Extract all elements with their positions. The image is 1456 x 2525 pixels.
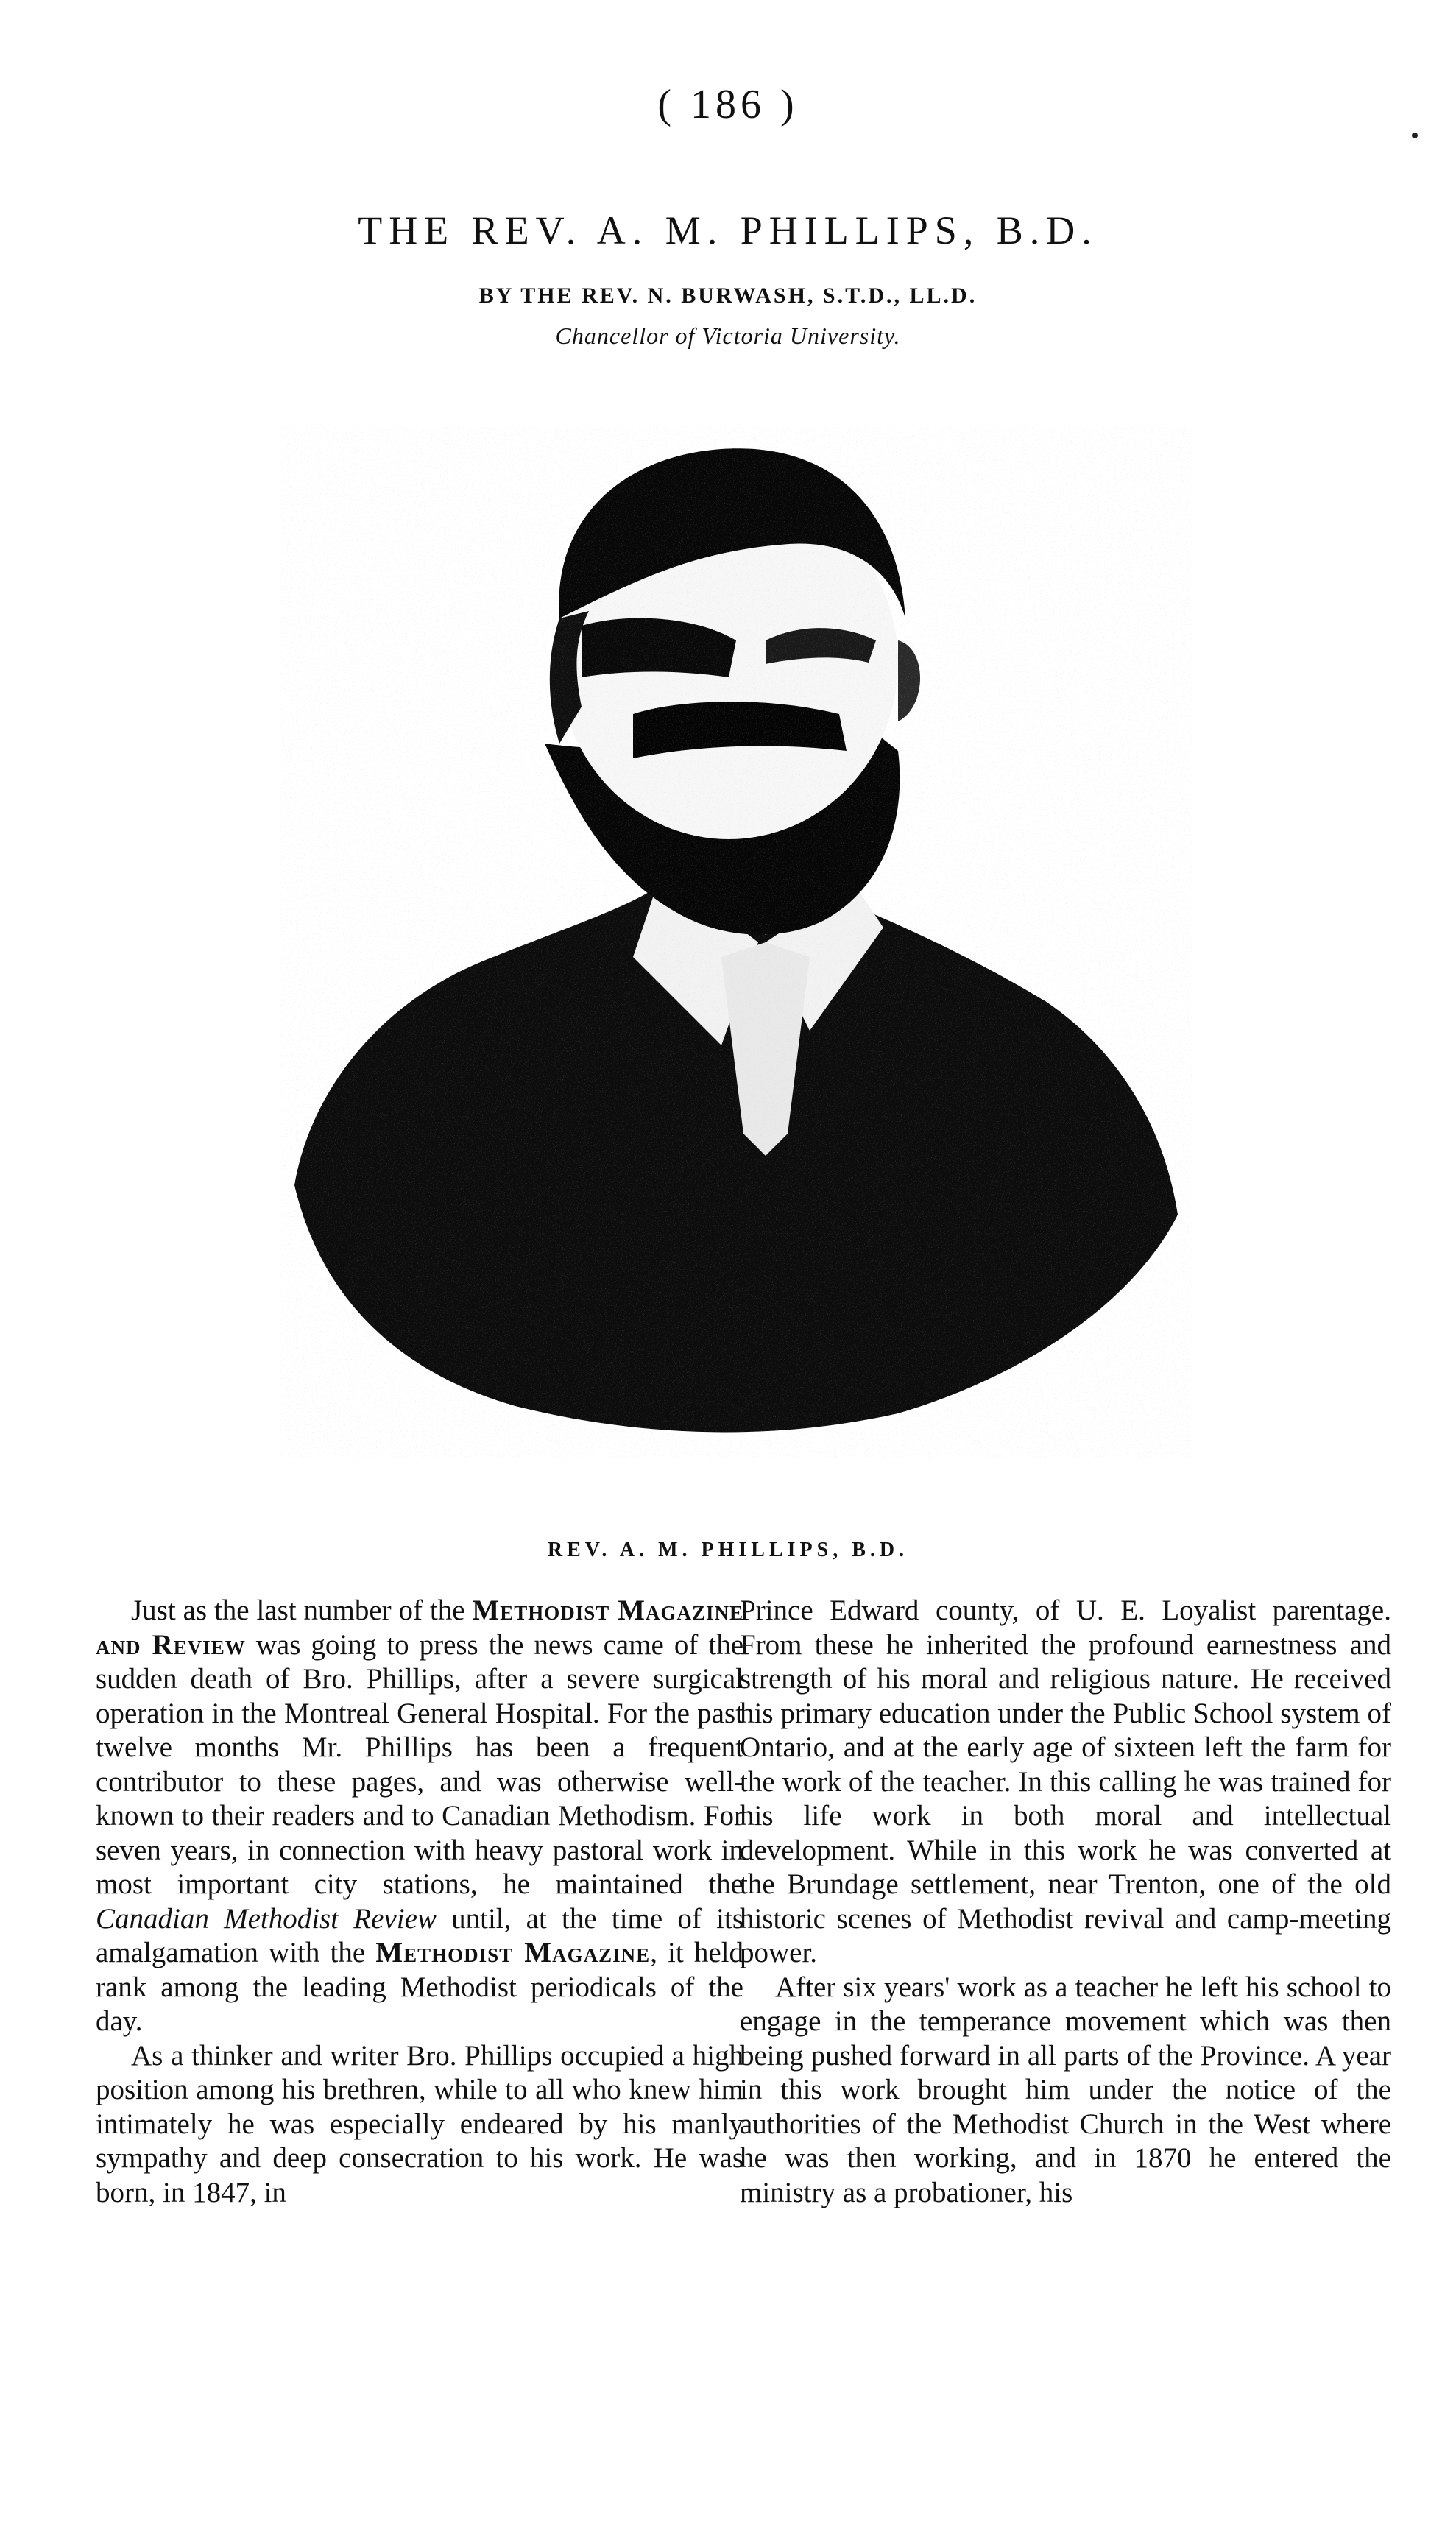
figure-caption: REV. A. M. PHILLIPS, B.D.	[547, 1539, 909, 1561]
portrait-photo	[250, 398, 1222, 1480]
review-name: Canadian Methodist Review	[96, 1902, 437, 1935]
text-run: was going to press the news came of the sudden death of Bro. Phillips, after a severe surgical operation in the Montreal General Hospital. For the past twelve months Mr. Phillips has been a frequent contributor to these pages, and was otherwise well-known to their readers and to Canadian Methodism. For seven years, in connection with heavy pastoral work in most important city stations, he maintained the	[96, 1628, 744, 1900]
text-run: Just as the last number of the	[131, 1595, 473, 1626]
paragraph	[96, 1594, 743, 2039]
paragraph: After six years' work as a teacher he left his school to engage in the temperance movement which was then being pushed forward in all parts of the Province. A year in this work brought him under the notice of the authorities of the Methodist Church in the West where he was then working, and in 1870 he entered the ministry as a probationer, his	[740, 1971, 1391, 2208]
right-column	[740, 1594, 1391, 2210]
magazine-name: Methodist Magazine	[375, 1937, 651, 1968]
magazine-name: Methodist Magazine and Review	[96, 1595, 743, 1661]
text-run: , it held rank among the leading Methodist periodicals of the day.	[96, 1937, 743, 2037]
left-column	[96, 1594, 743, 2210]
portrait-grain	[280, 427, 1192, 1458]
author-affiliation: Chancellor of Victoria University.	[555, 322, 901, 349]
page-number: ( 186 )	[657, 82, 799, 127]
paragraph: As a thinker and writer Bro. Phillips occupied a high position among his brethren, while to all who knew him intimately he was especially endeared by his manly sympathy and deep consecration to his work. He was born, in 1847, in	[96, 2039, 743, 2208]
stray-ink-mark	[1412, 133, 1418, 138]
byline: BY THE REV. N. BURWASH, S.T.D., LL.D.	[478, 283, 978, 308]
text-run: until, at the time of its amalgamation with the	[96, 1902, 743, 1968]
paragraph: Prince Edward county, of U. E. Loyalist parentage. From these he inherited the profound earnestness and strength of his moral and religious nature. He received his primary education under the Public School system of Ontario, and at the early age of sixteen left the farm for the work of the teacher. In this calling he was trained for his life work in both moral and intellectual development. While in this work he was converted at the Brundage settlement, near Trenton, one of the old historic scenes of Methodist revival and camp-meeting power.	[740, 1595, 1391, 1968]
article-title: THE REV. A. M. PHILLIPS, B.D.	[358, 208, 1098, 252]
